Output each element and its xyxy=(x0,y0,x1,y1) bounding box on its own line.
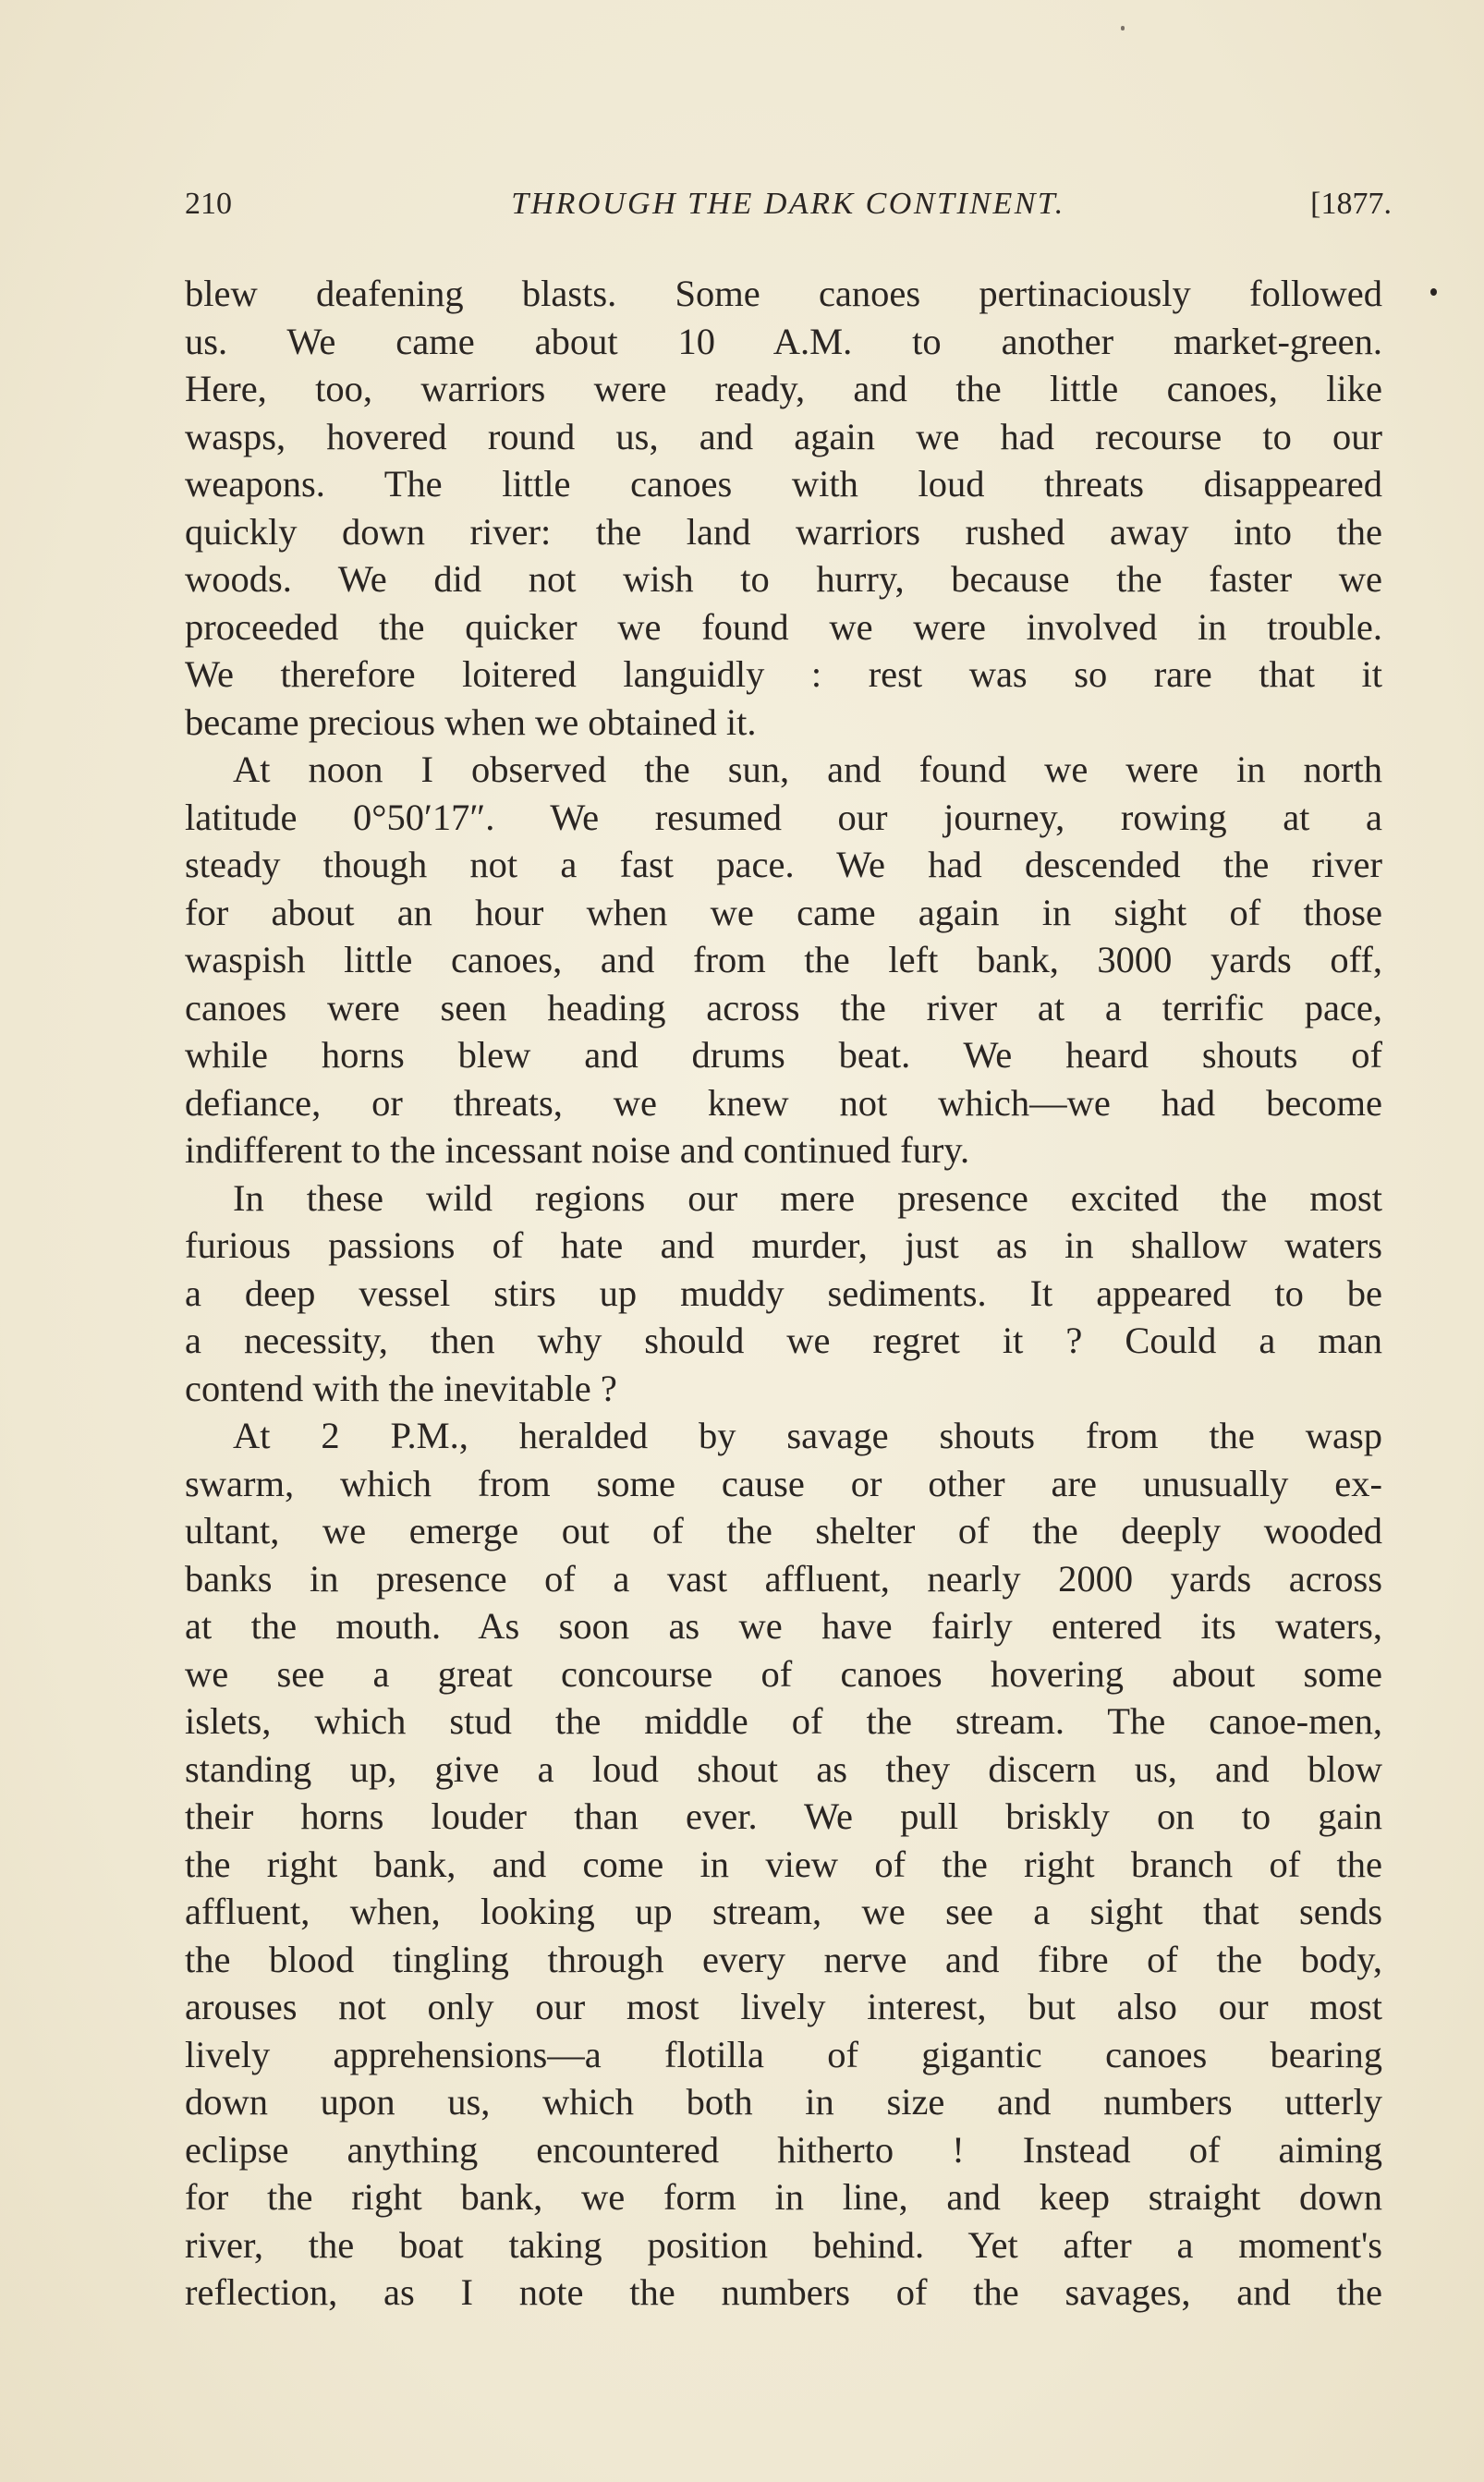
running-title: THROUGH THE DARK CONTINENT. xyxy=(511,187,1065,221)
print-speck xyxy=(1121,26,1125,30)
text-line: In these wild regions our mere presence excited the most xyxy=(233,1176,1382,1219)
text-line: indifferent to the incessant noise and continued fury. xyxy=(185,1129,970,1171)
text-line: woods. We did not wish to hurry, because the faster we xyxy=(185,558,1382,600)
text-line: became precious when we obtained it. xyxy=(185,700,757,743)
text-line: at the mouth. As soon as we have fairly entered its waters, xyxy=(185,1605,1382,1647)
text-line: us. We came about 10 A.M. to another market-green. xyxy=(185,320,1382,362)
text-line: arouses not only our most lively interest, but also our most xyxy=(185,1986,1382,2027)
text-line: banks in presence of a vast affluent, nearly 2000 yards across xyxy=(185,1557,1382,1600)
body-text xyxy=(185,270,1382,2317)
text-line: latitude 0°50′17″. We resumed our journey, rowing at a xyxy=(185,796,1382,838)
text-line: At noon I observed the sun, and found we were in north xyxy=(233,748,1382,790)
text-line: while horns blew and drums beat. We heard shouts of xyxy=(185,1034,1382,1076)
text-line: affluent, when, looking up stream, we see a sight that sends xyxy=(185,1891,1382,1932)
margin-bullet-mark xyxy=(1430,288,1437,296)
text-line: steady though not a fast pace. We had descended the river xyxy=(185,844,1382,885)
text-line: islets, which stud the middle of the stream. The canoe-men, xyxy=(185,1700,1382,1742)
header-year: [1877. xyxy=(1310,187,1392,221)
text-line: for about an hour when we came again in sight of those xyxy=(185,891,1382,933)
text-line: At 2 P.M., heralded by savage shouts from the wasp xyxy=(233,1415,1382,1456)
text-line: we see a great concourse of canoes hovering about some xyxy=(185,1652,1382,1695)
text-line: blew deafening blasts. Some canoes pertinaciously followed xyxy=(185,273,1382,314)
text-line: the right bank, and come in view of the right branch of the xyxy=(185,1843,1382,1885)
text-line: down upon us, which both in size and numbers utterly xyxy=(185,2081,1382,2123)
text-line: ultant, we emerge out of the shelter of the deeply wooded xyxy=(185,1510,1382,1551)
text-line: wasps, hovered round us, and again we had recourse to our xyxy=(185,415,1382,457)
text-line: standing up, give a loud shout as they discern us, and blow xyxy=(185,1747,1382,1790)
text-line: for the right bank, we form in line, and keep straight down xyxy=(185,2176,1382,2218)
running-header xyxy=(185,181,1392,227)
text-line: lively apprehensions—a flotilla of gigantic canoes bearing xyxy=(185,2033,1382,2075)
text-line: eclipse anything encountered hitherto ! Instead of aiming xyxy=(185,2128,1382,2171)
text-line: defiance, or threats, we knew not which—we had become xyxy=(185,1081,1382,1124)
text-line: their horns louder than ever. We pull briskly on to gain xyxy=(185,1795,1382,1837)
text-line: furious passions of hate and murder, just as in shallow waters xyxy=(185,1224,1382,1266)
text-line: a necessity, then why should we regret it ? Could a man xyxy=(185,1320,1382,1361)
text-line: reflection, as I note the numbers of the savages, and the xyxy=(185,2271,1382,2313)
text-line: quickly down river: the land warriors rushed away into the xyxy=(185,510,1382,553)
text-line: We therefore loitered languidly : rest was so rare that it xyxy=(185,653,1382,695)
text-line: Here, too, warriors were ready, and the little canoes, like xyxy=(185,368,1382,409)
text-line: contend with the inevitable ? xyxy=(185,1367,617,1409)
text-line: proceeded the quicker we found we were involved in trouble. xyxy=(185,605,1382,648)
text-line: a deep vessel stirs up muddy sediments. It appeared to be xyxy=(185,1271,1382,1314)
text-line: canoes were seen heading across the river at a terrific pace, xyxy=(185,986,1382,1028)
page-number: 210 xyxy=(185,187,232,221)
text-line: weapons. The little canoes with loud threats disappeared xyxy=(185,463,1382,505)
text-line: the blood tingling through every nerve and fibre of the body, xyxy=(185,1938,1382,1980)
text-line: waspish little canoes, and from the left bank, 3000 yards off, xyxy=(185,939,1382,980)
text-line: swarm, which from some cause or other are unusually ex- xyxy=(185,1462,1382,1504)
text-line: river, the boat taking position behind. Yet after a moment's xyxy=(185,2223,1382,2266)
